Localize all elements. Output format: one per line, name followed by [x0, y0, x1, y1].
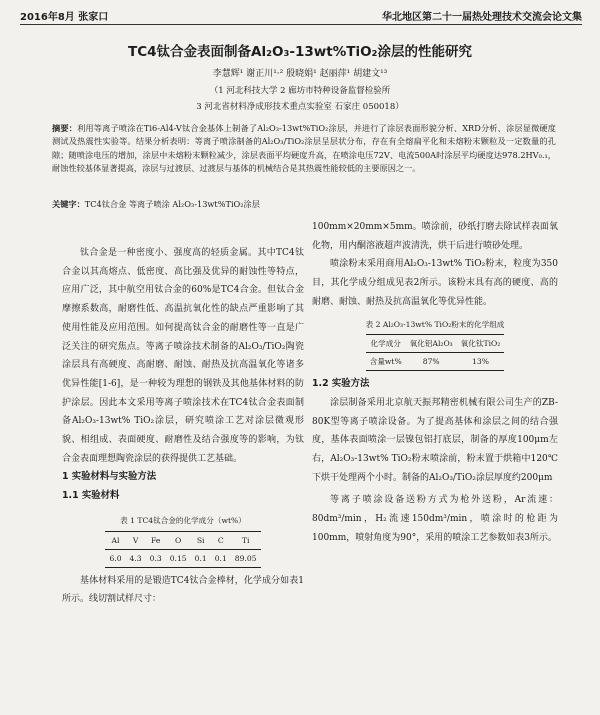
table-1-caption: 表 1 TC4钛合金的化学成分（wt%）: [120, 515, 246, 525]
table-2-value-cell: 含量wt%: [366, 353, 406, 371]
table-1-value-cell: 89.05: [231, 549, 261, 567]
right-column: [312, 218, 558, 548]
table-1-header-cell: Fe: [146, 531, 166, 549]
substrate-paragraph: 基体材料采用的是锻造TC4钛合金棒材，化学成分如表1所示。线切割试样尺寸：: [62, 575, 304, 605]
table-1-header-cell: Al: [105, 531, 125, 549]
keywords-label: 关键字：: [52, 199, 85, 209]
table-1-header-cell: C: [211, 531, 231, 549]
method-paragraph-2: 等离子喷涂设备送粉方式为枪外送粉，Ar流速：80dm³/min，H₂流速150dm³/min，喷涂时的枪距为100mm，喷射角度为90°，采用的喷涂工艺参数如表3所示。: [312, 495, 558, 543]
table-2-value-cell: 13%: [457, 353, 505, 371]
table-1-header-cell: O: [166, 531, 191, 549]
table-2-value-row: [366, 353, 505, 371]
running-header: [20, 8, 582, 24]
header-right: 华北地区第二十一届热处理技术交流会论文集: [382, 12, 582, 23]
keywords: [52, 199, 556, 210]
table-2-caption: 表 2 Al₂O₃-13wt% TiO₂粉末的化学组成: [365, 319, 505, 329]
table-1-value-cell: 0.1: [211, 549, 231, 567]
affiliation-line-1: （1 河北科技大学 2 廊坊市特种设备监督检验所: [209, 86, 391, 96]
powder-paragraph: 喷涂粉末采用商用Al₂O₃-13wt% TiO₂粉末，粒度为350目，其化学成分组成见表2所示。该粉末具有高的硬度、高的耐磨、耐蚀、耐热及抗高温氧化等优异性能。: [312, 259, 558, 307]
table-2-header-cell: 氧化钛TiO₂: [457, 335, 505, 353]
specimen-paragraph: 100mm×20mm×5mm。喷涂前，砂纸打磨去除试样表面氧化物，用内酮溶液超声波清洗，烘干后进行喷砂处理。: [312, 222, 558, 251]
table-1-composition: [105, 531, 260, 568]
table-1-header-cell: Si: [191, 531, 211, 549]
table-2-header-cell: 化学成分: [366, 335, 406, 353]
abstract-text: 利用等离子喷涂在Ti6-Al4-V钛合金基体上制备了Al₂O₃-13wt%TiO₂涂层，并进行了涂层表面形貌分析、XRD分析、涂层显微硬度测试及热震性实验等。结果分析表明：等离子喷涂制备的Al₂O₃/TiO₂涂层呈层状分布，存在有全熔扁平化和未熔粉末颗粒及一定数量的孔隙；随喷涂电压的增加，涂层中未熔粉末颗粒减少，涂层表面平均硬度升高，在喷涂电压72V、电流500A时涂层平均硬度达978.2HV₀.₁，耐蚀性较基体显著提高，涂层与过渡层、过渡层与基体的机械结合是其热震性能较低的主要原因之一。: [52, 123, 556, 173]
header-rule: [20, 24, 582, 25]
table-1-header-row: [105, 531, 260, 549]
table-1-header-cell: Ti: [231, 531, 261, 549]
table-1-value-cell: 6.0: [105, 549, 125, 567]
abstract: [52, 122, 556, 175]
paper-title: TC4钛合金表面制备Al₂O₃-13wt%TiO₂涂层的性能研究: [128, 44, 472, 60]
table-1-value-cell: 0.3: [146, 549, 166, 567]
section-1-1-heading: 1.1 实验材料: [62, 490, 120, 502]
table-2-value-cell: 87%: [406, 353, 457, 371]
table-1-header-cell: V: [126, 531, 146, 549]
author-list: 李慧辉¹ 谢正川¹·² 殷晓娟¹ 赵丽萍¹ 胡建文¹³: [212, 69, 388, 79]
intro-paragraph: 钛合金是一种密度小、强度高的轻质金属。其中TC4钛合金以其高熔点、低密度、高比强及优异的耐蚀性等特点，应用广泛，其中航空用钛合金的60%是TC4合金。但钛合金摩擦系数高，耐磨性低、高温抗氧化性的缺点严重影响了其使用性能及应用范围。如何提高钛合金的耐磨性等一直是广泛关注的研究焦点。等离子喷涂技术制备的Al₂O₃/TiO₂陶瓷涂层具有高硬度、高耐磨、耐蚀、耐热及抗高温氧化等诸多优异性能[1-6]，是一种较为理想的钢铁及其他基体材料的防护涂层。因此本文采用等离子喷涂技术在TC4钛合金表面制备Al₂O₃-13wt% TiO₂涂层，研究喷涂工艺对涂层微观形貌、相组成、表面硬度、耐磨性及结合强度等的影响，为钛合金表面理想陶瓷涂层的获得提供工艺基础。: [62, 248, 304, 464]
abstract-label: 摘要：: [52, 123, 78, 133]
section-1-heading: 1 实验材料与实验方法: [62, 471, 157, 483]
keywords-text: TC4钛合金 等离子喷涂 Al₂O₃-13wt%TiO₂涂层: [84, 199, 260, 209]
section-1-2-heading: 1.2 实验方法: [312, 378, 370, 390]
table-1-value-cell: 0.1: [191, 549, 211, 567]
method-paragraph-1: 涂层制备采用北京航天振邦精密机械有限公司生产的ZB-80K型等离子喷涂设备。为了提高基体和涂层之间的结合强度，基体表面喷涂一层镍包铝打底层，制备的厚度100μm左右，Al₂O₃-13wt% TiO₂粉末喷涂前，粉末置于烘箱中120℃下烘干处理两个小时。制备的Al₂O₃/TiO₂涂层厚度约200μm: [312, 397, 558, 483]
left-column: [62, 244, 304, 609]
header-left: 2016年8月 张家口: [20, 12, 109, 23]
table-2-header-row: [366, 335, 505, 353]
table-1-value-row: [105, 549, 260, 567]
affiliation-line-2: 3 河北省材料净成形技术重点实验室 石家庄 050018）: [196, 102, 404, 112]
table-1-value-cell: 0.15: [166, 549, 191, 567]
table-2-header-cell: 氧化铝Al₂O₃: [406, 335, 457, 353]
table-2-composition: [366, 334, 505, 371]
table-1-value-cell: 4.3: [126, 549, 146, 567]
